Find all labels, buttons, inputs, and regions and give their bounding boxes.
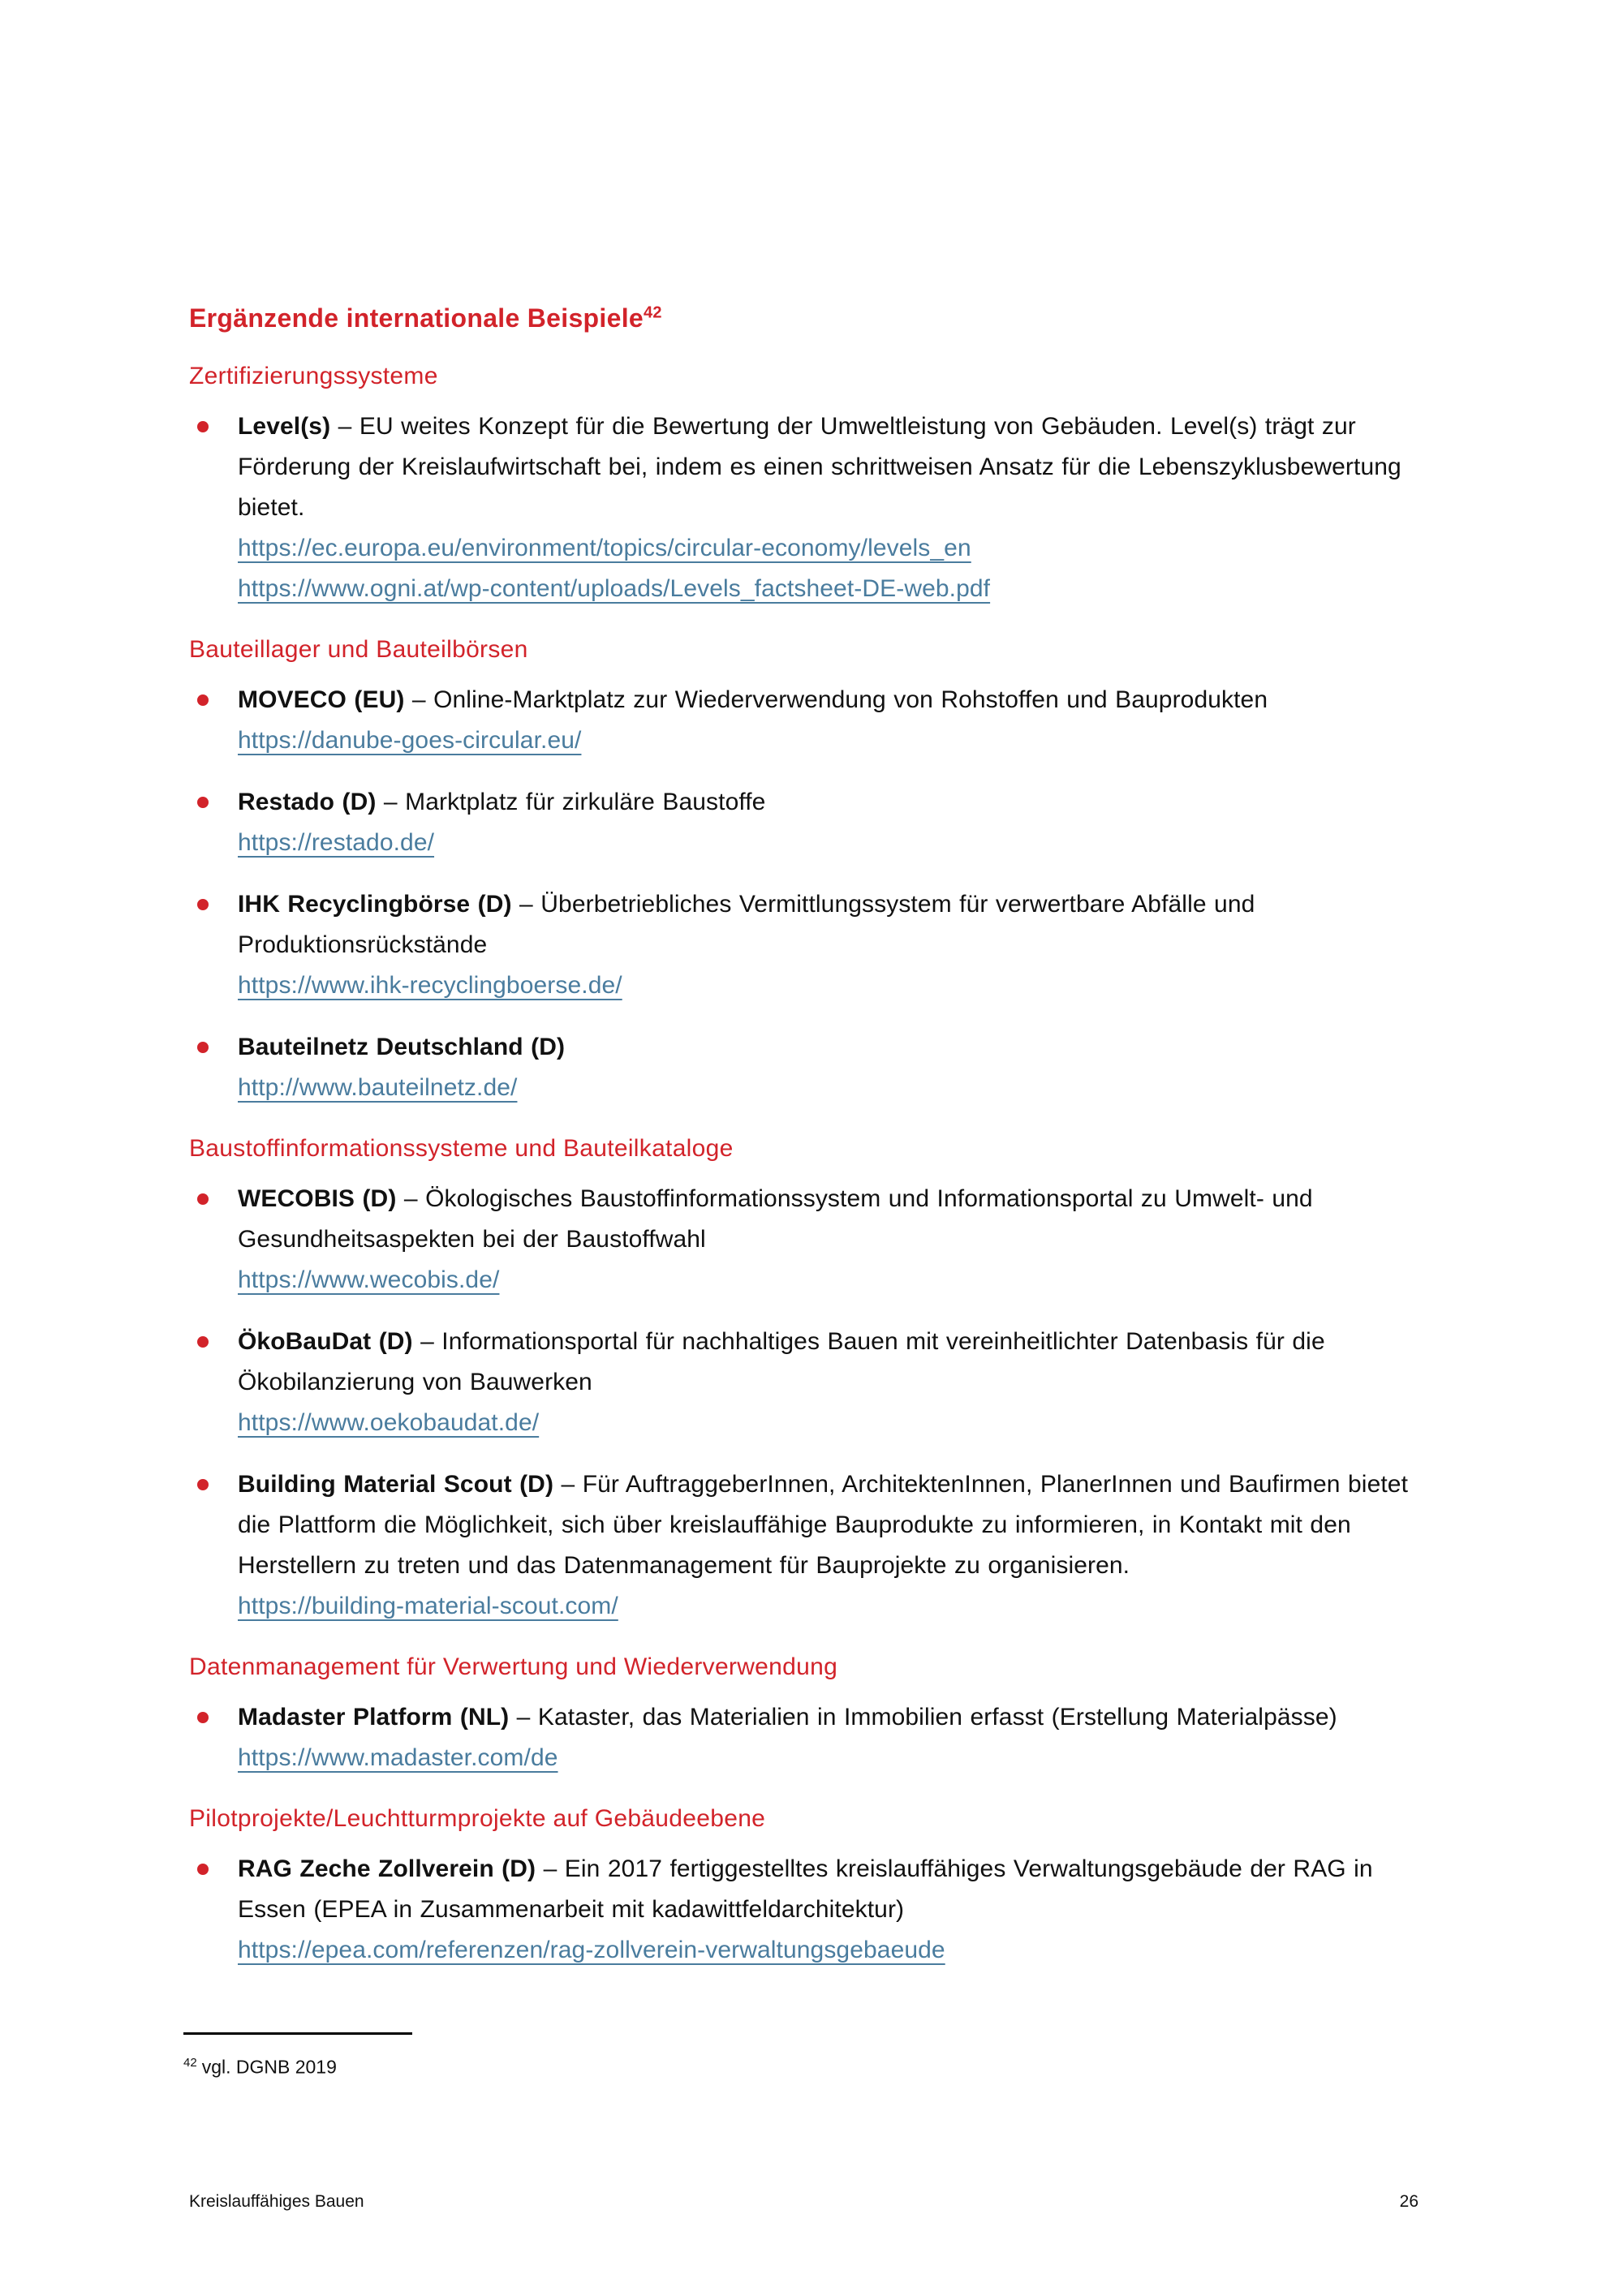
bullet-icon (197, 1864, 209, 1875)
bullet-list (189, 406, 1431, 609)
item-description: – Für AuftraggeberInnen, ArchitektenInnen, PlanerInnen und Baufirmen bietet die Plattform die Möglichkeit, sich über kreislauffähige Bauprodukte zu informieren, in Kontakt mit den Herstellern zu treten und das Datenmanagement für Bauprojekte zu organisieren. (238, 1470, 1409, 1579)
footnote (183, 2032, 412, 2079)
item-description: – EU weites Konzept für die Bewertung der Umweltleistung von Gebäuden. Level(s) trägt zur Förderung der Kreislaufwirtschaft bei, indem es einen schrittweisen Ansatz für die Lebenszyklusbewertung bietet. (238, 412, 1401, 521)
hyperlink[interactable]: https://www.ihk-recyclingboerse.de/ (238, 971, 622, 999)
item-text-block (238, 680, 1431, 720)
list-item-body (238, 884, 1431, 1006)
list-item-body (238, 1179, 1431, 1301)
footnote-reference: 42 (643, 303, 662, 322)
item-lead: Bauteilnetz Deutschland (D) (238, 1033, 566, 1060)
section-heading-pilotprojekte: Pilotprojekte/Leuchtturmprojekte auf Gebäudeebene (189, 1804, 766, 1832)
bullet-icon (197, 1336, 209, 1348)
item-text-block (238, 782, 1431, 823)
hyperlink[interactable]: https://www.wecobis.de/ (238, 1266, 500, 1293)
item-text-block (238, 1322, 1431, 1403)
list-item (189, 1322, 1431, 1443)
item-description: – Marktplatz für zirkuläre Baustoffe (376, 788, 766, 815)
bullet-icon (197, 1193, 209, 1205)
bullet-icon (197, 899, 209, 910)
section-heading-baustoffinformationssysteme: Baustoffinformationssysteme und Bauteilkataloge (189, 1134, 734, 1162)
item-lead: IHK Recyclingbörse (D) (238, 890, 512, 918)
footnote-body: vgl. DGNB 2019 (201, 2056, 337, 2078)
item-description: – Ökologisches Baustoffinformationssystem und Informationsportal zu Umwelt- und Gesundheitsaspekten bei der Baustoffwahl (238, 1185, 1313, 1253)
section-heading-zertifizierungssysteme: Zertifizierungssysteme (189, 362, 438, 389)
bullet-icon (197, 694, 209, 706)
item-lead: Building Material Scout (D) (238, 1470, 554, 1498)
item-lead: WECOBIS (D) (238, 1185, 397, 1212)
bullet-list (189, 1697, 1431, 1778)
hyperlink[interactable]: http://www.bauteilnetz.de/ (238, 1073, 518, 1101)
list-item (189, 406, 1431, 609)
section-heading-datenmanagement: Datenmanagement für Verwertung und Wiederverwendung (189, 1653, 838, 1680)
item-description: – Online-Marktplatz zur Wiederverwendung von Rohstoffen und Bauprodukten (404, 686, 1268, 713)
page-title (189, 302, 1431, 336)
item-text-block (238, 1179, 1431, 1260)
item-description: – Kataster, das Materialien in Immobilien erfasst (Erstellung Materialpässe) (509, 1703, 1337, 1731)
footer-page-number: 26 (1399, 2192, 1419, 2211)
item-text-block (238, 1697, 1431, 1738)
footnote-marker: 42 (183, 2056, 197, 2070)
item-text-block (238, 1464, 1431, 1586)
list-item-body (238, 1464, 1431, 1627)
section-heading-bauteillager: Bauteillager und Bauteilbörsen (189, 635, 528, 663)
bullet-list (189, 1179, 1431, 1627)
hyperlink[interactable]: https://ec.europa.eu/environment/topics/circular-economy/levels_en (238, 534, 971, 561)
item-lead: MOVECO (EU) (238, 686, 405, 713)
list-item (189, 1697, 1431, 1778)
bullet-list (189, 1849, 1431, 1971)
item-description: – Informationsportal für nachhaltiges Bauen mit vereinheitlichter Datenbasis für die Ökobilanzierung von Bauwerken (238, 1327, 1325, 1395)
hyperlink[interactable]: https://danube-goes-circular.eu/ (238, 726, 582, 754)
bullet-icon (197, 1712, 209, 1723)
item-lead: Level(s) (238, 412, 331, 440)
hyperlink[interactable]: https://www.madaster.com/de (238, 1743, 558, 1771)
bullet-icon (197, 1479, 209, 1490)
hyperlink[interactable]: https://restado.de/ (238, 828, 435, 856)
list-item-body (238, 782, 1431, 863)
list-item (189, 1849, 1431, 1971)
item-description: – Ein 2017 fertiggestelltes kreislauffähiges Verwaltungsgebäude der RAG in Essen (EPEA in Zusammenarbeit mit kadawittfeldarchitektur) (238, 1855, 1373, 1923)
item-text-block (238, 406, 1431, 528)
list-item (189, 1027, 1431, 1108)
item-text-block (238, 884, 1431, 965)
list-item (189, 884, 1431, 1006)
page-footer (189, 2192, 1419, 2212)
footnote-separator-line (183, 2032, 412, 2035)
hyperlink[interactable]: https://building-material-scout.com/ (238, 1592, 618, 1619)
item-text-block (238, 1027, 1431, 1068)
item-text-block (238, 1849, 1431, 1930)
item-description: – Überbetriebliches Vermittlungssystem für verwertbare Abfälle und Produktionsrückstände (238, 890, 1255, 958)
list-item-body (238, 1697, 1431, 1778)
item-lead: Madaster Platform (NL) (238, 1703, 510, 1731)
list-item (189, 1464, 1431, 1627)
list-item-body (238, 680, 1431, 761)
item-lead: Restado (D) (238, 788, 377, 815)
hyperlink[interactable]: https://epea.com/referenzen/rag-zollverein-verwaltungsgebaeude (238, 1936, 945, 1963)
page-title-text: Ergänzende internationale Beispiele (189, 303, 644, 333)
list-item-body (238, 1322, 1431, 1443)
footer-document-title: Kreislauffähiges Bauen (189, 2192, 364, 2211)
footnote-text (183, 2056, 412, 2079)
bullet-list (189, 680, 1431, 1108)
item-lead: ÖkoBauDat (D) (238, 1327, 413, 1355)
page-content (189, 302, 1431, 1992)
bullet-icon (197, 797, 209, 808)
hyperlink[interactable]: https://www.oekobaudat.de/ (238, 1408, 540, 1436)
bullet-icon (197, 421, 209, 432)
list-item-body (238, 1027, 1431, 1108)
list-item (189, 1179, 1431, 1301)
list-item-body (238, 406, 1431, 609)
hyperlink[interactable]: https://www.ogni.at/wp-content/uploads/Levels_factsheet-DE-web.pdf (238, 574, 991, 602)
list-item (189, 782, 1431, 863)
bullet-icon (197, 1042, 209, 1053)
list-item (189, 680, 1431, 761)
list-item-body (238, 1849, 1431, 1971)
item-lead: RAG Zeche Zollverein (D) (238, 1855, 536, 1882)
